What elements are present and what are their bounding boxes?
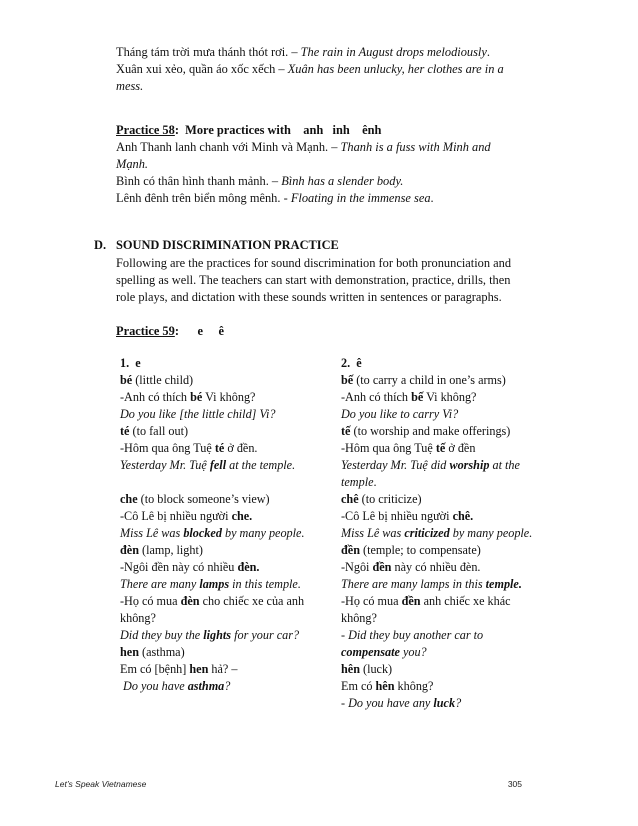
en-text: Thanh is a fuss with Minh and xyxy=(340,140,491,154)
vn-text: Anh Thanh lanh chanh với Minh và Mạnh. – xyxy=(116,140,341,154)
practice-59-heading xyxy=(116,323,536,340)
punct: . xyxy=(430,191,434,205)
entry-vn: Em có hên không? xyxy=(341,679,434,693)
entry-word: chê (to criticize) xyxy=(341,492,422,506)
column-e xyxy=(120,355,330,695)
en-text: The rain in August drops melodiously xyxy=(300,45,487,59)
entry-en: Do you like to carry Vi? xyxy=(341,407,459,421)
entry-vn: -Cô Lê bị nhiều người chê. xyxy=(341,509,474,523)
practice-title: : e ê xyxy=(174,324,225,338)
vn-text: Lênh đênh trên biển mông mênh. - xyxy=(116,191,291,205)
entry-en: Yesterday Mr. Tuệ did worship at the xyxy=(341,458,520,472)
column-heading: 2. ê xyxy=(341,356,362,370)
practice-58-block xyxy=(116,122,536,207)
paragraph-line: spelling as well. The teachers can start with demonstration, practice, drills, then xyxy=(116,273,511,287)
practice-title: : More practices with anh inh ênh xyxy=(174,123,382,137)
entry-en: There are many lamps in this temple. xyxy=(341,577,522,591)
practice-58-line-4 xyxy=(116,190,536,207)
entry-en: Miss Lê was criticized by many people. xyxy=(341,526,533,540)
en-text: Mạnh. xyxy=(116,157,149,171)
entry-word: che (to block someone’s view) xyxy=(120,492,270,506)
entry-vn: không? xyxy=(120,611,156,625)
practice-58-heading xyxy=(116,122,536,139)
entry-vn: -Họ có mua đền anh chiếc xe khác xyxy=(341,594,511,608)
column-e-circumflex xyxy=(341,355,551,712)
entry-vn: Em có [bệnh] hen hả? – xyxy=(120,662,238,676)
entry-vn: -Anh có thích bế Vi không? xyxy=(341,390,477,404)
paragraph-line: Following are the practices for sound discrimination for both pronunciation and xyxy=(116,256,512,270)
entry-vn: -Hôm qua ông Tuệ tế ở đền xyxy=(341,441,476,455)
en-text: Bình has a slender body. xyxy=(281,174,404,188)
paragraph-line: role plays, and dictation with these sounds written in sentences or paragraphs. xyxy=(116,290,502,304)
practice-label: Practice 59 xyxy=(116,324,175,338)
practice-label: Practice 58 xyxy=(116,123,175,137)
practice-58-line-1 xyxy=(116,139,536,156)
entry-word: đèn (lamp, light) xyxy=(120,543,203,557)
section-heading xyxy=(94,238,339,253)
entry-vn: -Ngôi đền này có nhiều đèn. xyxy=(120,560,260,574)
punct: . xyxy=(486,45,490,59)
entry-vn: -Ngôi đền này có nhiều đèn. xyxy=(341,560,481,574)
column-heading: 1. e xyxy=(120,356,141,370)
en-text: Xuân has been unlucky, her clothes are in a xyxy=(287,62,504,76)
footer-book-title: Let’s Speak Vietnamese xyxy=(55,779,147,789)
entry-en: Yesterday Mr. Tuệ fell at the temple. xyxy=(120,458,296,472)
entry-vn: -Cô Lê bị nhiều người che. xyxy=(120,509,253,523)
entry-en: compensate you? xyxy=(341,645,427,659)
intro-line-3 xyxy=(116,78,536,95)
entry-en: Did they buy the lights for your car? xyxy=(120,628,300,642)
practice-58-line-2 xyxy=(116,156,536,173)
vn-text: Bình có thân hình thanh mảnh. – xyxy=(116,174,282,188)
intro-line-2 xyxy=(116,61,536,78)
section-number: D. xyxy=(94,238,107,252)
entry-word: hên (luck) xyxy=(341,662,393,676)
entry-en: Do you like [the little child] Vi? xyxy=(120,407,276,421)
vn-text: Tháng tám trời mưa thánh thót rơi. – xyxy=(116,45,301,59)
entry-en: - Did they buy another car to xyxy=(341,628,484,642)
entry-vn: -Anh có thích bé Vi không? xyxy=(120,390,256,404)
entry-vn: không? xyxy=(341,611,377,625)
page-number: 305 xyxy=(507,779,522,789)
entry-word: hen (asthma) xyxy=(120,645,185,659)
entry-word: tế (to worship and make offerings) xyxy=(341,424,511,438)
en-text: Floating in the immense sea xyxy=(290,191,431,205)
entry-en: Do you have asthma? xyxy=(120,679,231,693)
section-title: SOUND DISCRIMINATION PRACTICE xyxy=(116,238,339,252)
section-paragraph xyxy=(116,255,536,306)
entry-vn: -Họ có mua đèn cho chiếc xe của anh xyxy=(120,594,305,608)
practice-58-line-3 xyxy=(116,173,536,190)
entry-en: Miss Lê was blocked by many people. xyxy=(120,526,305,540)
intro-block xyxy=(116,44,536,95)
entry-word: bế (to carry a child in one’s arms) xyxy=(341,373,506,387)
entry-en: There are many lamps in this temple. xyxy=(120,577,301,591)
intro-line-1 xyxy=(116,44,536,61)
en-text: mess. xyxy=(116,79,144,93)
vn-text: Xuân xui xẻo, quần áo xốc xếch – xyxy=(116,62,288,76)
entry-en: - Do you have any luck? xyxy=(341,696,462,710)
entry-word: bé (little child) xyxy=(120,373,194,387)
entry-en: temple. xyxy=(341,475,377,489)
entry-word: té (to fall out) xyxy=(120,424,189,438)
entry-word: đền (temple; to compensate) xyxy=(341,543,481,557)
entry-vn: -Hôm qua ông Tuệ té ở đền. xyxy=(120,441,258,455)
